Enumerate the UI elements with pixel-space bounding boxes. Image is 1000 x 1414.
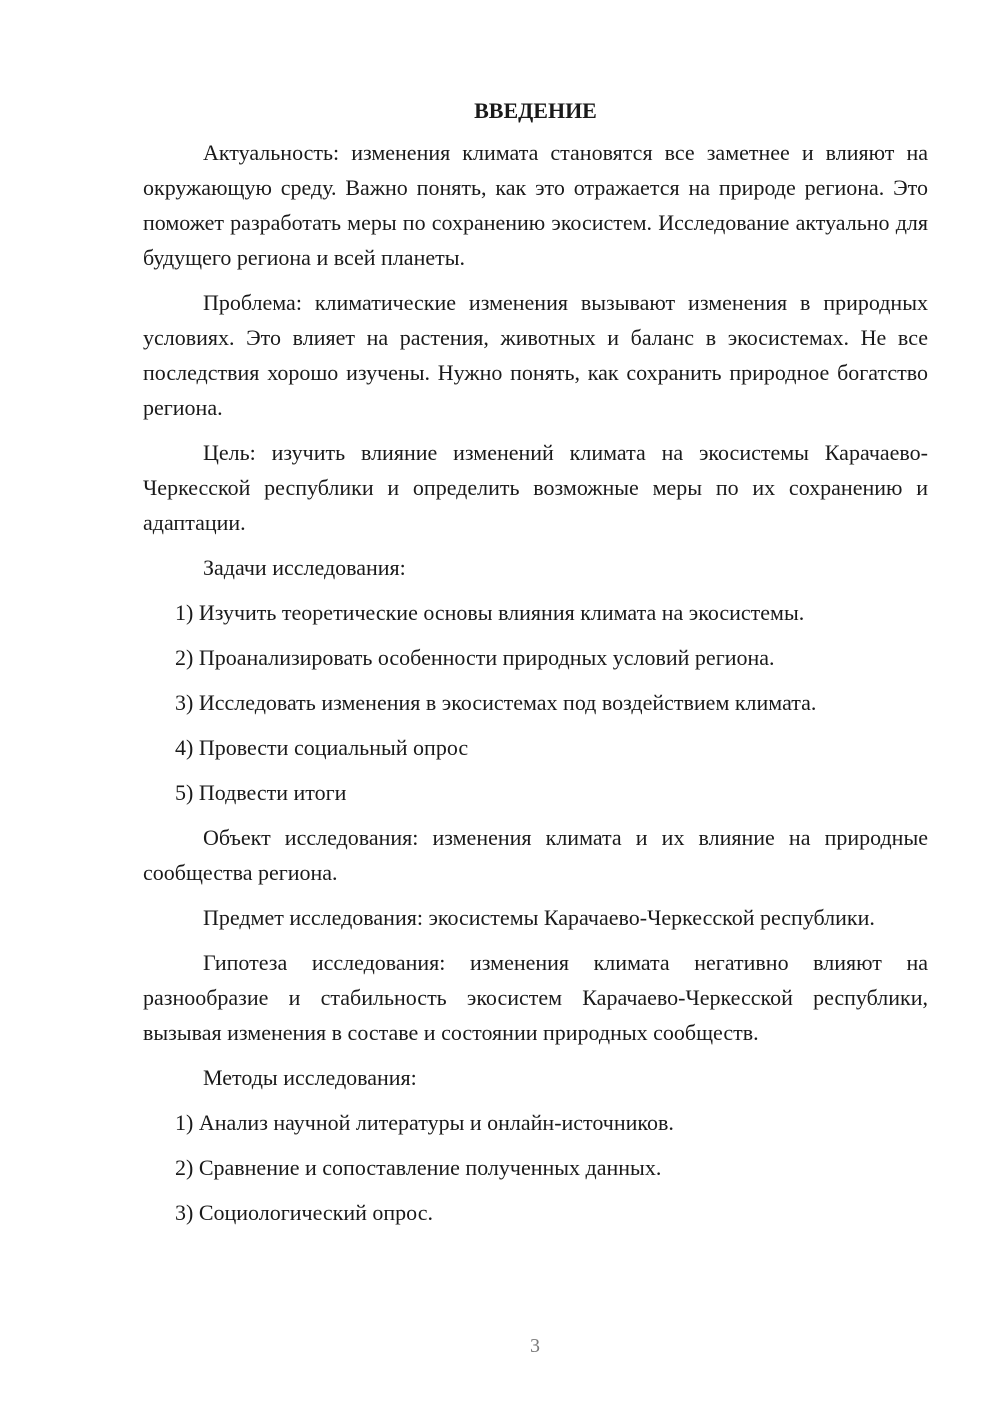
subject-paragraph: Предмет исследования: экосистемы Карачаево-Черкесской республики. bbox=[203, 905, 875, 930]
relevance-paragraph: Актуальность: изменения климата становятся все заметнее и влияют на окружающую среду. Важно понять, как это отражается на природе региона. Это поможет разработать меры по сохранению экосистем. Исследование актуально для будущего региона и всей планеты. bbox=[143, 140, 928, 270]
methods-heading: Методы исследования: bbox=[203, 1065, 417, 1090]
goal-paragraph: Цель: изучить влияние изменений климата на экосистемы Карачаево-Черкесской республики и определить возможные меры по их сохранению и адаптации. bbox=[143, 440, 928, 535]
method-item: 1) Анализ научной литературы и онлайн-источников. bbox=[175, 1110, 674, 1135]
hypothesis-paragraph: Гипотеза исследования: изменения климата негативно влияют на разнообразие и стабильность экосистем Карачаево-Черкесской республики, вызывая изменения в составе и состоянии природных сообществ. bbox=[143, 950, 928, 1045]
object-paragraph: Объект исследования: изменения климата и их влияние на природные сообщества региона. bbox=[143, 825, 928, 885]
tasks-list bbox=[143, 595, 928, 810]
tasks-heading: Задачи исследования: bbox=[203, 555, 406, 580]
method-item: 3) Социологический опрос. bbox=[175, 1200, 433, 1225]
task-item: 5) Подвести итоги bbox=[175, 780, 347, 805]
task-item: 4) Провести социальный опрос bbox=[175, 735, 469, 760]
task-item: 3) Исследовать изменения в экосистемах под воздействием климата. bbox=[175, 690, 817, 715]
page-number: 3 bbox=[530, 1335, 540, 1357]
method-item: 2) Сравнение и сопоставление полученных данных. bbox=[175, 1155, 662, 1180]
task-item: 1) Изучить теоретические основы влияния климата на экосистемы. bbox=[175, 600, 805, 625]
page-content bbox=[143, 96, 928, 1240]
page-title: ВВЕДЕНИЕ bbox=[474, 98, 597, 123]
methods-list bbox=[143, 1105, 928, 1230]
problem-paragraph: Проблема: климатические изменения вызывают изменения в природных условиях. Это влияет на растения, животных и баланс в экосистемах. Не все последствия хорошо изучены. Нужно понять, как сохранить природное богатство региона. bbox=[143, 290, 928, 420]
task-item: 2) Проанализировать особенности природных условий региона. bbox=[175, 645, 775, 670]
